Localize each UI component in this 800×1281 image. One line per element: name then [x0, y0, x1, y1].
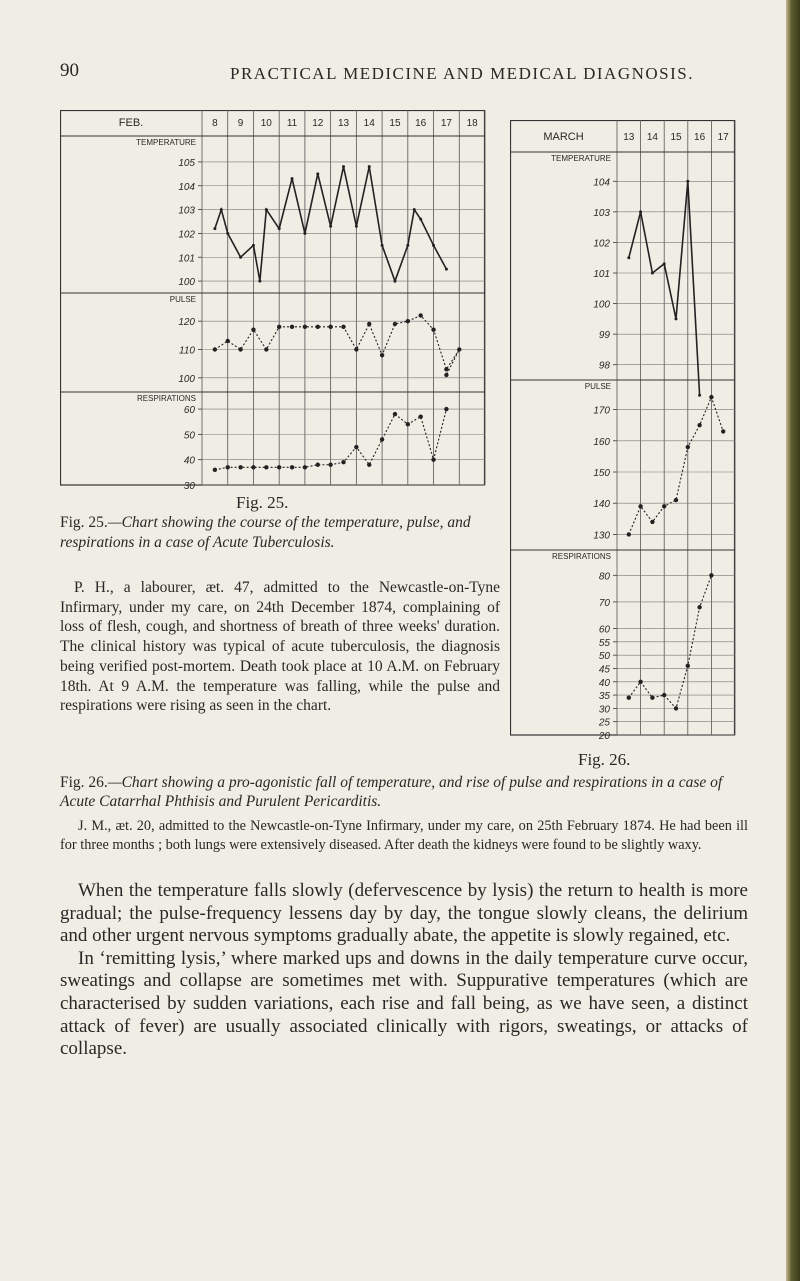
fig26-chart-svg	[510, 120, 740, 750]
data-point	[393, 412, 397, 416]
data-point	[418, 414, 422, 418]
section-label: TEMPERATURE	[136, 138, 196, 147]
y-tick-label: 170	[593, 405, 610, 417]
data-point	[380, 353, 384, 357]
fig25-caption-prefix: Fig. 25.	[60, 514, 108, 531]
y-tick-label: 104	[593, 177, 610, 189]
fig26-caption-prefix: Fig. 26.	[60, 774, 108, 791]
fig26-chart	[510, 120, 740, 750]
x-tick-label: 17	[440, 118, 452, 130]
fig25-caption-text: —Chart showing the course of the temperature, pulse, and respirations in a case of Acute Tuberculosis.	[60, 514, 471, 551]
data-point	[265, 208, 268, 211]
fig25-case-text: P. H., a labourer, æt. 47, admitted to the Newcastle-on-Tyne Infirmary, under my care, on 24th December 1874, complaining of loss of flesh, cough, and shortness of breath of three weeks' duration. The clinical history was typical of acute tuberculosis, the diagnosis being verified post-mortem. Death took place at 10 A.M. on February 18th. At 9 A.M. the temperature was falling, while the pulse and respirations were rising as seen in the chart.	[60, 579, 500, 715]
x-tick-label: 14	[646, 131, 658, 143]
y-tick-label: 102	[593, 238, 610, 250]
y-tick-label: 103	[593, 207, 610, 219]
month-label: MARCH	[543, 130, 584, 143]
data-point	[238, 347, 242, 351]
page-number: 90	[60, 60, 79, 81]
data-point	[674, 498, 678, 502]
y-tick-label: 98	[598, 360, 610, 372]
data-point	[213, 468, 217, 472]
y-tick-label: 35	[598, 691, 610, 703]
y-tick-label: 103	[178, 205, 195, 217]
data-point	[674, 706, 678, 710]
y-tick-label: 130	[593, 530, 610, 542]
data-point	[697, 423, 701, 427]
x-tick-label: 12	[312, 118, 324, 130]
y-tick-label: 100	[178, 277, 195, 289]
y-tick-label: 50	[598, 651, 610, 663]
data-point	[226, 465, 230, 469]
data-point	[354, 347, 358, 351]
chart-frame	[61, 111, 485, 486]
y-tick-label: 160	[593, 436, 610, 448]
data-point	[278, 227, 281, 230]
section-label: PULSE	[584, 382, 611, 391]
data-point	[457, 347, 461, 351]
x-tick-label: 13	[623, 131, 635, 143]
data-point	[329, 225, 332, 228]
y-tick-label: 20	[598, 731, 610, 742]
data-point	[638, 504, 642, 508]
data-point	[213, 347, 217, 351]
series-line	[629, 397, 723, 534]
data-point	[432, 244, 435, 247]
data-point	[316, 463, 320, 467]
data-point	[341, 325, 345, 329]
y-tick-label: 120	[178, 317, 195, 329]
x-tick-label: 15	[389, 118, 401, 130]
data-point	[686, 445, 690, 449]
data-point	[226, 339, 230, 343]
y-tick-label: 101	[593, 269, 610, 280]
y-tick-label: 60	[598, 624, 610, 636]
y-tick-label: 60	[183, 405, 195, 417]
data-point	[252, 244, 255, 247]
y-tick-label: 40	[183, 455, 195, 467]
data-point	[303, 325, 307, 329]
data-point	[355, 225, 358, 228]
data-point	[238, 465, 242, 469]
data-point	[303, 465, 307, 469]
x-tick-label: 17	[717, 131, 729, 143]
y-tick-label: 102	[178, 229, 195, 241]
x-tick-label: 18	[466, 118, 478, 130]
y-tick-label: 101	[178, 253, 195, 265]
data-point	[239, 256, 242, 259]
data-point	[651, 272, 654, 275]
data-point	[444, 373, 448, 377]
data-point	[686, 180, 689, 183]
y-tick-label: 80	[598, 571, 610, 583]
data-point	[650, 696, 654, 700]
data-point	[662, 693, 666, 697]
data-point	[290, 465, 294, 469]
data-point	[675, 317, 678, 320]
data-point	[226, 232, 229, 235]
data-point	[627, 256, 630, 259]
x-tick-label: 14	[363, 118, 375, 130]
data-point	[721, 429, 725, 433]
data-point	[418, 313, 422, 317]
data-point	[368, 165, 371, 168]
data-point	[277, 325, 281, 329]
data-point	[328, 325, 332, 329]
fig26-label: Fig. 26.	[578, 750, 631, 769]
data-point	[354, 445, 358, 449]
fig25-chart	[60, 110, 500, 495]
series-line	[215, 316, 459, 376]
x-tick-label: 9	[237, 118, 244, 130]
fig26-case-text: J. M., æt. 20, admitted to the Newcastle-on-Tyne Infirmary, under my care, on 25th February 1874. He had been ill for three months ; both lungs were extensively diseased. After death the kidneys were found to be slightly waxy.	[60, 818, 748, 853]
data-point	[258, 280, 261, 283]
data-point	[264, 347, 268, 351]
y-tick-label: 50	[183, 430, 195, 442]
data-point	[213, 227, 216, 230]
y-tick-label: 99	[598, 330, 610, 342]
body-paragraph-1: When the temperature falls slowly (defervescence by lysis) the return to health is more gradual; the pulse-frequency lessens day by day, the tongue slowly cleans, the delirium and other urgent nervous symptoms gradually abate, the appetite is slowly regained, etc.	[60, 880, 748, 947]
data-point	[686, 664, 690, 668]
data-point	[251, 327, 255, 331]
data-point	[445, 268, 448, 271]
data-point	[413, 208, 416, 211]
data-point	[291, 177, 294, 180]
y-tick-label: 104	[178, 181, 195, 193]
x-tick-label: 8	[212, 118, 218, 130]
x-tick-label: 16	[415, 118, 427, 130]
body-paragraph-2: In ‘remitting lysis,’ where marked ups and downs in the daily temperature curve occur, sweatings and collapse are sometimes met with. Suppurative temperatures (which are characterised by sudden variations, each rise and fall being, as we have seen, a distinct attack of fever) are usually associated clinically with rigors, sweatings, or attacks of collapse.	[60, 947, 748, 1060]
chart-frame	[511, 121, 735, 736]
y-tick-label: 150	[593, 468, 610, 479]
x-tick-label: 16	[694, 131, 706, 143]
y-tick-label: 55	[598, 637, 610, 649]
y-tick-label: 110	[179, 345, 195, 357]
body-text	[60, 880, 748, 1061]
data-point	[709, 395, 713, 399]
data-point	[393, 280, 396, 283]
data-point	[367, 322, 371, 326]
data-point	[406, 422, 410, 426]
x-tick-label: 10	[260, 118, 272, 130]
data-point	[627, 696, 631, 700]
data-point	[277, 465, 281, 469]
data-point	[290, 325, 294, 329]
month-label: FEB.	[118, 117, 144, 130]
data-point	[431, 457, 435, 461]
data-point	[650, 520, 654, 524]
y-tick-label: 40	[598, 677, 610, 689]
data-point	[264, 465, 268, 469]
data-point	[393, 322, 397, 326]
data-point	[342, 165, 345, 168]
data-point	[638, 680, 642, 684]
fig25-label: Fig. 25.	[236, 493, 289, 512]
data-point	[709, 573, 713, 577]
y-tick-label: 30	[183, 481, 195, 492]
data-point	[303, 232, 306, 235]
data-point	[444, 367, 448, 371]
page-edge	[786, 0, 800, 1281]
data-point	[639, 210, 642, 213]
section-label: RESPIRATIONS	[137, 394, 196, 403]
data-point	[663, 262, 666, 265]
data-point	[444, 407, 448, 411]
y-tick-label: 100	[593, 299, 610, 311]
y-tick-label: 25	[598, 717, 610, 729]
data-point	[419, 218, 422, 221]
y-tick-label: 140	[593, 499, 610, 511]
data-point	[431, 327, 435, 331]
data-point	[316, 172, 319, 175]
section-label: TEMPERATURE	[551, 154, 611, 163]
fig25-caption	[60, 513, 500, 553]
running-head: PRACTICAL MEDICINE AND MEDICAL DIAGNOSIS.	[230, 64, 694, 83]
y-tick-label: 45	[598, 664, 610, 676]
section-label: PULSE	[169, 295, 196, 304]
data-point	[380, 437, 384, 441]
y-tick-label: 100	[178, 373, 195, 385]
x-tick-label: 11	[286, 118, 298, 130]
data-point	[341, 460, 345, 464]
y-tick-label: 105	[178, 157, 195, 169]
fig25-chart-svg	[60, 110, 500, 495]
data-point	[697, 605, 701, 609]
data-point	[627, 532, 631, 536]
section-label: RESPIRATIONS	[552, 552, 611, 561]
data-point	[220, 208, 223, 211]
data-point	[367, 463, 371, 467]
data-point	[662, 504, 666, 508]
y-tick-label: 70	[598, 597, 610, 609]
data-point	[316, 325, 320, 329]
data-point	[698, 394, 701, 397]
fig26-caption	[60, 773, 748, 811]
x-tick-label: 15	[670, 131, 682, 143]
x-tick-label: 13	[337, 118, 350, 130]
fig26-caption-text: —Chart showing a pro-agonistic fall of temperature, and rise of pulse and respirations in a case of Acute Catarrhal Phthisis and Purulent Pericarditis.	[60, 774, 723, 810]
data-point	[251, 465, 255, 469]
data-point	[406, 244, 409, 247]
y-tick-label: 30	[598, 704, 610, 716]
data-point	[381, 244, 384, 247]
data-point	[406, 319, 410, 323]
data-point	[328, 463, 332, 467]
